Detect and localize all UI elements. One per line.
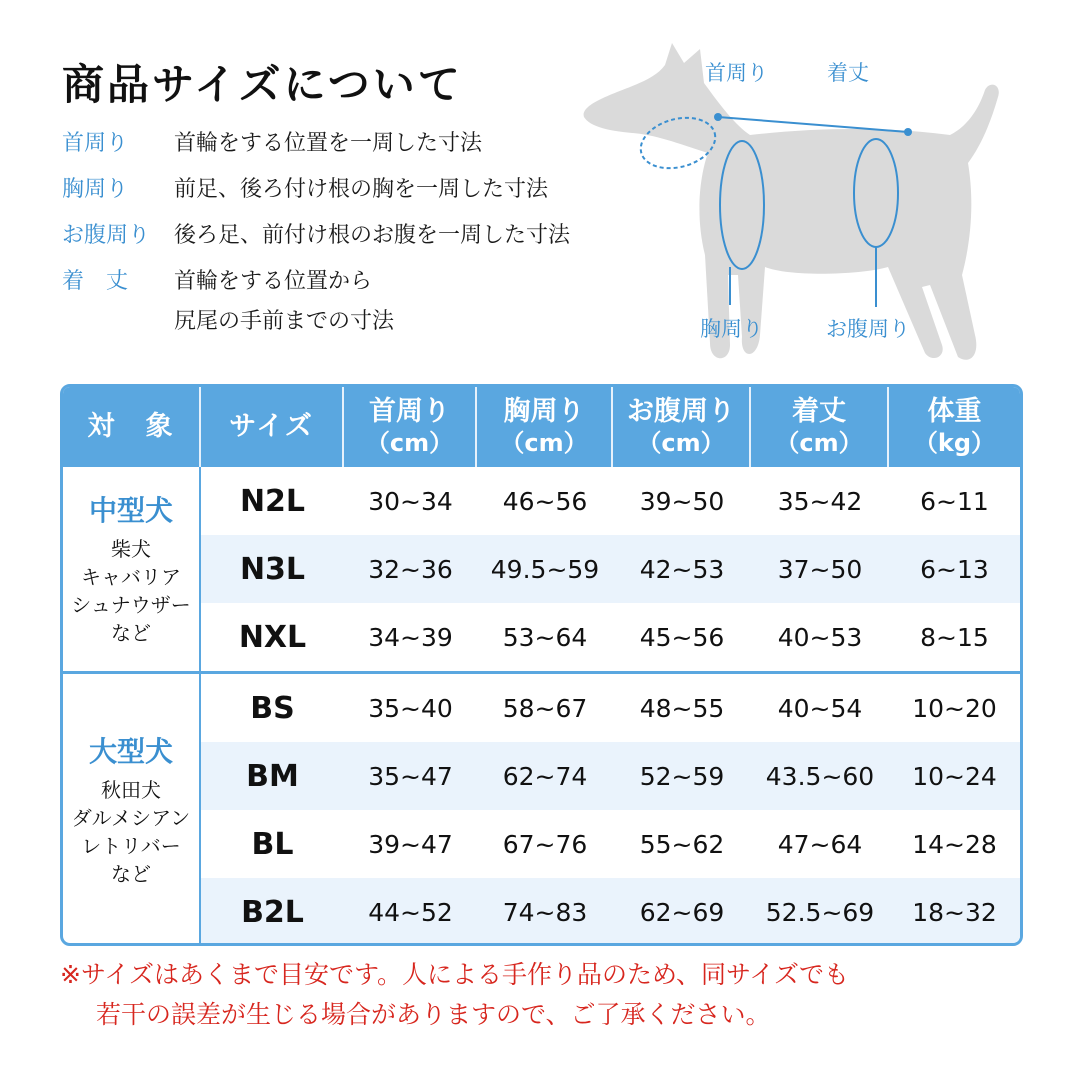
group-category xyxy=(63,467,201,671)
group-category xyxy=(63,674,201,946)
cell-size: BS xyxy=(250,690,295,726)
header-label: 胸周り xyxy=(503,396,585,427)
header-unit: （cm） xyxy=(775,429,863,457)
cell-neck: 44~52 xyxy=(368,897,453,927)
header-length xyxy=(751,387,889,467)
definition-term: 着 丈 xyxy=(62,269,129,294)
table-row xyxy=(201,878,1020,946)
cell-chest: 53~64 xyxy=(502,622,588,652)
header-neck xyxy=(344,387,477,467)
dog-measurement-diagram xyxy=(570,35,1050,375)
cell-length: 40~54 xyxy=(777,693,863,723)
definition-desc-line: 首輪をする位置から xyxy=(174,269,373,294)
cell-neck: 35~40 xyxy=(368,693,453,723)
table-row xyxy=(201,742,1020,810)
page-title: 商品サイズについて xyxy=(62,60,463,109)
cell-belly: 48~55 xyxy=(639,693,725,723)
cell-length: 47~64 xyxy=(777,829,863,859)
table-row xyxy=(201,467,1020,535)
group-large-dogs xyxy=(63,674,1020,946)
cell-chest: 46~56 xyxy=(502,486,588,516)
cell-length: 52.5~69 xyxy=(765,897,875,927)
diagram-label-belly: お腹周り xyxy=(826,317,910,341)
cell-size: N3L xyxy=(239,551,306,587)
cell-weight: 8~15 xyxy=(920,622,989,652)
cell-length: 35~42 xyxy=(777,486,863,516)
cell-neck: 39~47 xyxy=(368,829,453,859)
size-table xyxy=(60,384,1023,946)
cell-weight: 10~20 xyxy=(912,693,997,723)
table-row xyxy=(201,810,1020,878)
cell-size: N2L xyxy=(239,483,306,519)
cell-size: BL xyxy=(251,826,294,862)
cell-weight: 6~13 xyxy=(920,554,989,584)
diagram-label-chest: 胸周り xyxy=(700,317,763,341)
cell-neck: 34~39 xyxy=(368,622,453,652)
cell-chest: 58~67 xyxy=(502,693,588,723)
breed-example: シュナウザー xyxy=(71,593,191,617)
group-rows xyxy=(201,467,1020,671)
table-row xyxy=(201,535,1020,603)
definition-desc: 前足、後ろ付け根の胸を一周した寸法 xyxy=(174,177,549,202)
group-rows xyxy=(201,674,1020,946)
cell-belly: 55~62 xyxy=(639,829,725,859)
category-name: 大型犬 xyxy=(88,735,173,768)
header-label: サイズ xyxy=(229,411,314,442)
header-chest xyxy=(477,387,613,467)
cell-size: NXL xyxy=(238,619,307,655)
diagram-label-length: 着丈 xyxy=(827,61,869,85)
header-label: 体重 xyxy=(927,396,982,427)
cell-chest: 74~83 xyxy=(502,897,588,927)
table-row xyxy=(201,674,1020,742)
cell-chest: 62~74 xyxy=(502,761,588,791)
cell-weight: 14~28 xyxy=(912,829,997,859)
header-unit: （kg） xyxy=(913,429,996,457)
breed-example: など xyxy=(111,621,151,645)
breed-example: など xyxy=(111,862,151,886)
header-label: お腹周り xyxy=(627,396,735,427)
cell-chest: 67~76 xyxy=(502,829,588,859)
definition-desc-line: 尻尾の手前までの寸法 xyxy=(174,309,395,334)
cell-weight: 18~32 xyxy=(912,897,997,927)
breed-example: ダルメシアン xyxy=(71,806,191,830)
breed-example: 秋田犬 xyxy=(101,778,161,802)
breed-example: 柴犬 xyxy=(111,537,151,561)
note-line: ※サイズはあくまで目安です。人による手作り品のため、同サイズでも xyxy=(60,960,849,989)
cell-length: 40~53 xyxy=(777,622,863,652)
table-row xyxy=(201,603,1020,671)
disclaimer-note xyxy=(60,955,1050,1035)
table-header xyxy=(63,387,1020,467)
header-target xyxy=(63,387,201,467)
breed-example: キャバリア xyxy=(81,565,181,589)
header-unit: （cm） xyxy=(500,429,588,457)
header-label: 対 象 xyxy=(87,411,175,442)
definition-term: 首周り xyxy=(62,131,129,156)
category-name: 中型犬 xyxy=(88,494,173,527)
cell-weight: 6~11 xyxy=(920,486,989,516)
cell-size: B2L xyxy=(241,894,304,930)
breed-example: レトリバー xyxy=(81,834,181,858)
header-belly xyxy=(613,387,751,467)
diagram-label-neck: 首周り xyxy=(705,61,768,85)
definition-term: 胸周り xyxy=(62,177,129,202)
note-line: 若干の誤差が生じる場合がありますので、ご了承ください。 xyxy=(96,1000,771,1029)
definition-term: お腹周り xyxy=(62,223,151,248)
cell-length: 37~50 xyxy=(777,554,863,584)
definition-desc: 後ろ足、前付け根のお腹を一周した寸法 xyxy=(174,223,571,248)
cell-neck: 35~47 xyxy=(368,761,453,791)
group-medium-dogs xyxy=(63,467,1020,671)
cell-size: BM xyxy=(246,758,299,794)
cell-weight: 10~24 xyxy=(912,761,997,791)
header-size xyxy=(201,387,344,467)
dog-silhouette-icon xyxy=(570,35,1050,375)
cell-belly: 52~59 xyxy=(639,761,725,791)
header-weight xyxy=(889,387,1020,467)
header-label: 着丈 xyxy=(792,396,846,427)
header-label: 首周り xyxy=(369,396,450,427)
cell-neck: 32~36 xyxy=(368,554,453,584)
header-unit: （cm） xyxy=(637,429,725,457)
cell-neck: 30~34 xyxy=(368,486,453,516)
definition-desc: 首輪をする位置を一周した寸法 xyxy=(174,131,483,156)
header-unit: （cm） xyxy=(365,429,454,457)
cell-belly: 42~53 xyxy=(639,554,725,584)
cell-belly: 62~69 xyxy=(639,897,725,927)
cell-length: 43.5~60 xyxy=(765,761,875,791)
cell-chest: 49.5~59 xyxy=(490,554,600,584)
cell-belly: 39~50 xyxy=(639,486,725,516)
cell-belly: 45~56 xyxy=(639,622,725,652)
